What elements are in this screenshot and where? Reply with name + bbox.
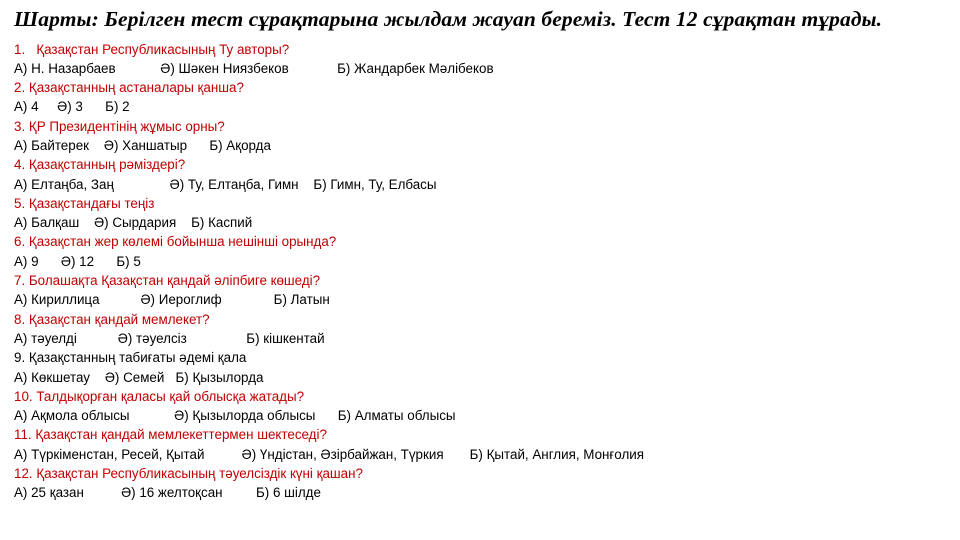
question-block — [14, 310, 946, 349]
question-prompt: Қазақстан қандай мемлекеттермен шектеседі? — [31, 427, 327, 443]
question-text — [14, 40, 946, 59]
question-prompt: Талдықорған қаласы қай облысқа жатады? — [32, 388, 305, 404]
question-number: 3. — [14, 118, 26, 134]
question-prompt: Қазақстан Республикасының тәуелсіздік күні қашан? — [32, 466, 363, 482]
question-prompt: Болашақта Қазақстан қандай әліпбиге көшеді? — [25, 273, 321, 289]
question-text — [14, 232, 946, 251]
question-number: 5. — [14, 195, 26, 211]
answer-options[interactable]: А) Көкшетау Ә) Семей Б) Қызылорда — [14, 369, 264, 385]
question-block — [14, 232, 946, 271]
answer-options[interactable]: А) Түркіменстан, Ресей, Қытай Ә) Үндістан, Әзірбайжан, Түркия Б) Қытай, Англия, Монғолия — [14, 446, 645, 462]
question-prompt: Қазақстан қандай мемлекет? — [25, 311, 210, 327]
question-text — [14, 425, 946, 444]
question-block — [14, 425, 946, 464]
question-block — [14, 348, 946, 387]
answer-options[interactable]: А) Байтерек Ә) Ханшатыр Б) Ақорда — [14, 138, 271, 153]
answer-options[interactable]: А) Н. Назарбаев Ә) Шәкен Ниязбеков Б) Жандарбек Мәлібеков — [14, 60, 494, 76]
answer-options[interactable]: А) Балқаш Ә) Сырдария Б) Каспий — [14, 215, 253, 231]
question-prompt: Қазақстандағы теңіз — [25, 195, 155, 211]
answer-options[interactable]: А) Ақмола облысы Ә) Қызылорда облысы Б) Алматы облысы — [14, 408, 456, 424]
question-text — [14, 348, 946, 367]
question-block — [14, 117, 946, 156]
question-prompt: Қазақстанның рәміздері? — [25, 157, 186, 173]
question-number: 4. — [14, 157, 26, 173]
question-text — [14, 271, 946, 290]
question-number: 9. — [14, 350, 26, 366]
question-prompt: Қазақстан Республикасының Ту авторы? — [25, 41, 290, 57]
answer-options[interactable]: А) 4 Ә) 3 Б) 2 — [14, 99, 130, 115]
question-number: 1. — [14, 41, 26, 57]
question-prompt: ҚР Президентінің жұмыс орны? — [25, 118, 225, 134]
answer-options[interactable]: А) Елтаңба, Заң Ә) Ту, Елтаңба, Гимн Б) Гимн, Ту, Елбасы — [14, 176, 437, 192]
question-prompt: Қазақстан жер көлемі бойынша нешінші орында? — [25, 234, 337, 250]
answer-options[interactable]: А) 9 Ә) 12 Б) 5 — [14, 253, 141, 269]
question-number: 8. — [14, 311, 26, 327]
question-prompt: Қазақстанның табиғаты әдемі қала — [25, 350, 247, 366]
question-text — [14, 310, 946, 329]
question-number: 11. — [14, 427, 32, 443]
question-number: 10. — [14, 388, 33, 404]
question-block — [14, 78, 946, 117]
question-text — [14, 78, 946, 97]
page-title: Шарты: Берілген тест сұрақтарына жылдам жауап береміз. Тест 12 сұрақтан тұрады. — [14, 7, 883, 31]
answer-options[interactable]: А) Кириллица Ә) Иероглиф Б) Латын — [14, 292, 330, 308]
question-block — [14, 464, 946, 503]
question-number: 6. — [14, 234, 26, 250]
question-block — [14, 40, 946, 79]
question-block — [14, 155, 946, 194]
answer-options[interactable]: А) тәуелді Ә) тәуелсіз Б) кішкентай — [14, 330, 325, 346]
question-block — [14, 271, 946, 310]
question-text — [14, 387, 946, 406]
question-number: 12. — [14, 466, 33, 482]
answer-options[interactable]: А) 25 қазан Ә) 16 желтоқсан Б) 6 шілде — [14, 485, 321, 501]
question-text — [14, 155, 946, 174]
question-text — [14, 194, 946, 213]
question-prompt: Қазақстанның астаналары қанша? — [25, 80, 244, 96]
question-list — [14, 40, 946, 503]
question-text — [14, 464, 946, 483]
question-number: 2. — [14, 80, 26, 96]
question-number: 7. — [14, 273, 26, 289]
question-text — [14, 117, 946, 136]
question-block — [14, 387, 946, 426]
question-block — [14, 194, 946, 233]
